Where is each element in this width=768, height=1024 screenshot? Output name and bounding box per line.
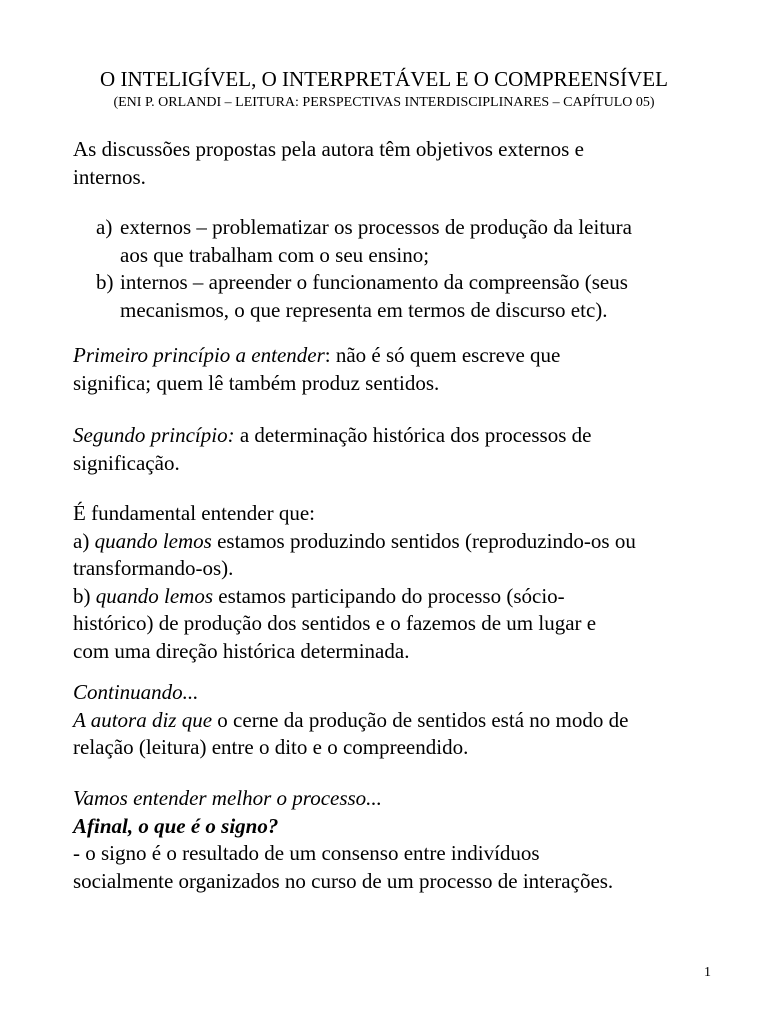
text-line bbox=[73, 785, 733, 813]
continuing-label: Continuando... bbox=[73, 680, 199, 704]
text-line: É fundamental entender que: bbox=[73, 501, 315, 525]
text-run: o cerne da produção de sentidos está no modo de bbox=[212, 707, 629, 732]
text-line: - o signo é o resultado de um consenso entre indivíduos bbox=[73, 841, 540, 865]
process-paragraph bbox=[73, 785, 733, 895]
text-run: b) bbox=[73, 583, 96, 608]
text-line bbox=[73, 422, 733, 450]
list-item-text: mecanismos, o que representa em termos de discurso etc). bbox=[120, 297, 608, 322]
continuing-paragraph bbox=[73, 679, 733, 762]
text-line bbox=[73, 342, 733, 370]
text-line bbox=[73, 813, 733, 841]
document-subtitle: (ENI P. ORLANDI – LEITURA: PERSPECTIVAS INTERDISCIPLINARES – CAPÍTULO 05) bbox=[113, 95, 655, 110]
text-line: histórico) de produção dos sentidos e o fazemos de um lugar e bbox=[73, 611, 597, 635]
list-item-text: aos que trabalham com o seu ensino; bbox=[120, 242, 430, 267]
text-run: estamos participando do processo (sócio- bbox=[213, 583, 565, 608]
principle-two-paragraph bbox=[73, 422, 733, 477]
text-line: significa; quem lê também produz sentidos. bbox=[73, 370, 440, 395]
text-run: : não é só quem escreve que bbox=[324, 343, 561, 367]
list-item bbox=[96, 214, 736, 269]
list-item bbox=[96, 269, 736, 324]
text-line: significação. bbox=[73, 450, 180, 475]
list-marker: b) bbox=[96, 270, 114, 294]
text-line: com uma direção histórica determinada. bbox=[73, 638, 410, 663]
text-run-italic: Vamos entender melhor o processo... bbox=[73, 786, 382, 810]
fundamental-paragraph bbox=[73, 500, 733, 665]
document-title: O INTELIGÍVEL, O INTERPRETÁVEL E O COMPREENSÍVEL bbox=[100, 67, 668, 91]
text-line: internos. bbox=[73, 164, 146, 189]
text-run-italic: quando lemos bbox=[94, 528, 212, 553]
text-line bbox=[73, 528, 733, 556]
text-run-italic: quando lemos bbox=[95, 583, 213, 608]
principle-two-label: Segundo princípio: bbox=[73, 423, 235, 447]
text-run: a) bbox=[73, 528, 95, 553]
list-item-text: internos – apreender o funcionamento da compreensão (seus bbox=[120, 270, 628, 294]
text-line: transformando-os). bbox=[73, 556, 234, 580]
principle-one-paragraph bbox=[73, 342, 733, 397]
principle-one-label: Primeiro princípio a entender bbox=[73, 343, 325, 367]
text-line: socialmente organizados no curso de um processo de interações. bbox=[73, 868, 614, 893]
text-line bbox=[73, 679, 733, 707]
text-line bbox=[73, 583, 733, 611]
list-marker: a) bbox=[96, 215, 113, 239]
text-line: relação (leitura) entre o dito e o compreendido. bbox=[73, 735, 469, 759]
text-run-italic: A autora diz que bbox=[73, 707, 213, 732]
page-number: 1 bbox=[704, 965, 711, 980]
sign-question-heading: Afinal, o que é o signo? bbox=[73, 813, 279, 838]
text-run: estamos produzindo sentidos (reproduzindo-os ou bbox=[211, 528, 636, 553]
list-item-text: externos – problematizar os processos de produção da leitura bbox=[120, 215, 632, 239]
intro-paragraph bbox=[73, 136, 733, 191]
text-line bbox=[73, 707, 733, 735]
text-run: a determinação histórica dos processos de bbox=[234, 423, 592, 447]
text-line: As discussões propostas pela autora têm objetivos externos e bbox=[73, 137, 584, 161]
